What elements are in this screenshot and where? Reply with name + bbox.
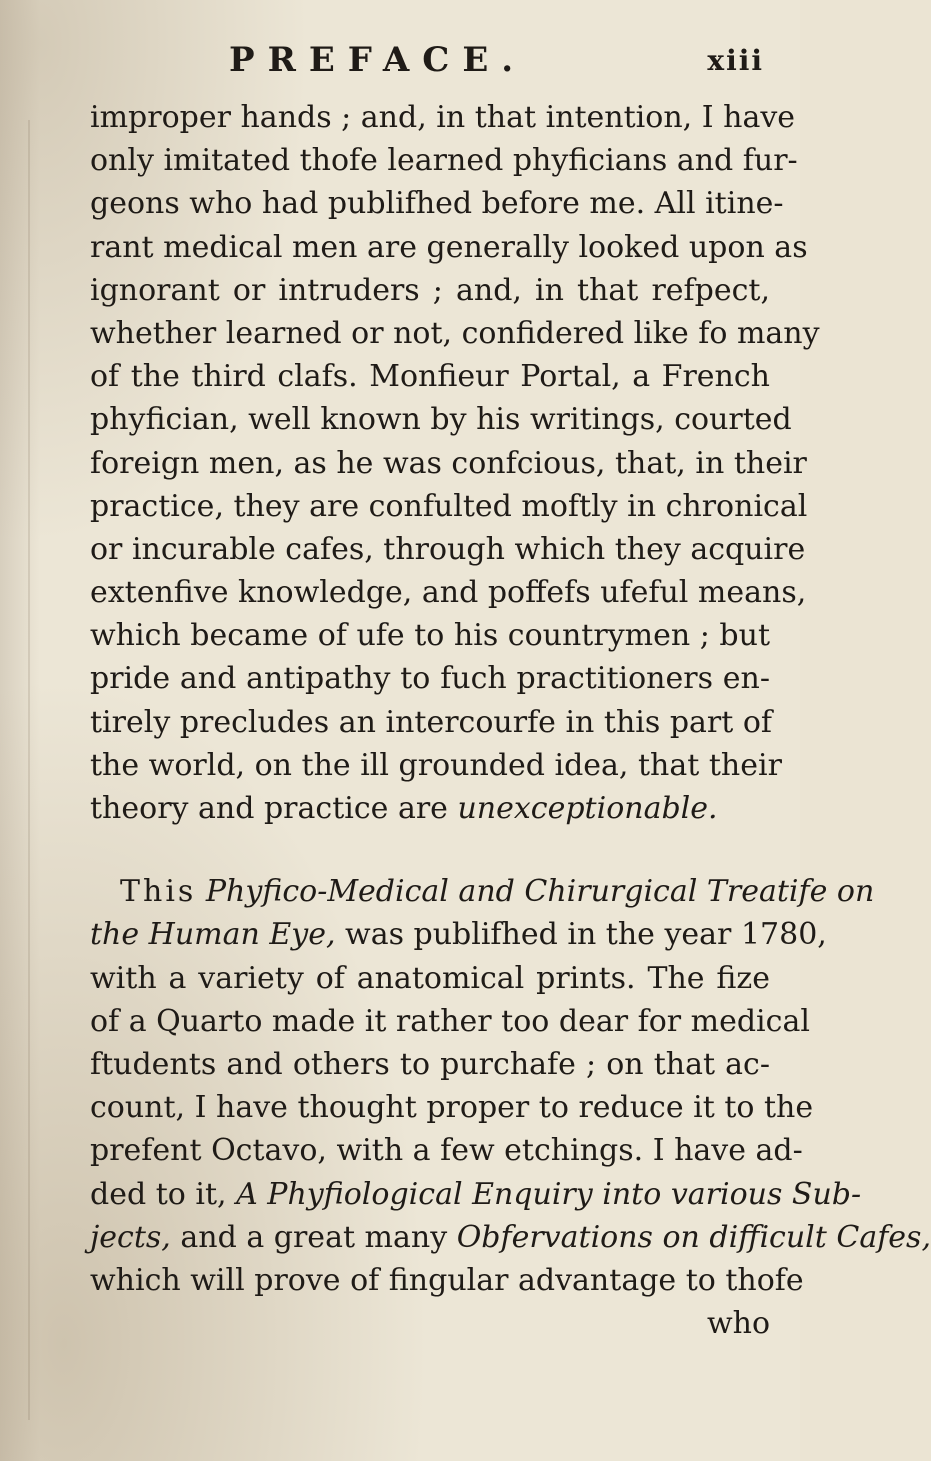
text-fragment	[196, 874, 206, 909]
paragraph-lead-word: This	[120, 874, 197, 910]
italic-fragment: unexceptionable.	[457, 791, 718, 826]
text-line: phyfician, well known by his writings, courted	[90, 402, 792, 438]
text-line	[90, 1216, 931, 1259]
text-line: or incurable cafes, through which they acquire	[90, 531, 806, 567]
text-fragment: ded to it,	[90, 1176, 237, 1212]
text-fragment: and a great many	[170, 1219, 457, 1255]
text-line: which became of ufe to his countrymen ; but	[90, 618, 770, 654]
text-line: only imitated thofe learned phyficians and fur-	[90, 143, 798, 179]
italic-fragment: Phyfico-Medical and Chirurgical Treatife on	[205, 874, 875, 910]
text-line: of a Quarto made it rather too dear for medical	[90, 1003, 810, 1039]
text-fragment: theory and practice are	[90, 791, 458, 826]
italic-fragment: Obfervations on difficult Cafes,	[456, 1219, 931, 1255]
text-fragment: was publifhed in the year 1780,	[335, 917, 827, 953]
text-line: practice, they are confulted moftly in chronical	[90, 488, 808, 524]
text-line: extenfive knowledge, and poffefs ufeful means,	[90, 575, 807, 611]
text-line: rant medical men are generally looked upon as	[90, 229, 808, 265]
italic-fragment: jects,	[90, 1219, 171, 1255]
page-gutter-shadow	[28, 120, 30, 1420]
text-line: ftudents and others to purchafe ; on that ac-	[90, 1046, 770, 1082]
text-line: pride and antipathy to fuch practitioners en-	[90, 661, 770, 697]
text-line: the world, on the ill grounded idea, that their	[90, 747, 782, 783]
page-number: xiii	[707, 44, 764, 77]
body-text	[90, 96, 931, 1345]
text-line: count, I have thought proper to reduce it to the	[90, 1090, 814, 1126]
text-line: of the third clafs. Monfieur Portal, a French	[90, 359, 770, 395]
text-line: geons who had publifhed before me. All itine-	[90, 186, 784, 222]
text-line	[90, 870, 875, 913]
running-head-title: PREFACE.	[229, 40, 527, 80]
italic-fragment: A Phyfiological Enquiry into various Sub-	[236, 1176, 862, 1212]
text-line: improper hands ; and, in that intention, I have	[90, 100, 796, 135]
text-line: ignorant or intruders ; and, in that refpect,	[90, 272, 770, 308]
running-header	[229, 40, 764, 84]
text-line: which will prove of fingular advantage to thofe	[90, 1262, 804, 1298]
text-line: tirely precludes an intercourfe in this part of	[90, 704, 773, 740]
paragraph-break	[90, 830, 770, 870]
text-line: with a variety of anatomical prints. The fize	[90, 960, 770, 996]
text-line: whether learned or not, confidered like fo many	[90, 315, 820, 351]
italic-fragment: the Human Eye,	[90, 917, 336, 953]
text-line	[90, 913, 827, 956]
text-line: prefent Octavo, with a few etchings. I have ad-	[90, 1133, 803, 1169]
text-line: foreign men, as he was confcious, that, in their	[90, 445, 807, 481]
catchword: who	[706, 1306, 770, 1342]
text-line	[90, 1173, 862, 1216]
text-line	[90, 787, 770, 830]
